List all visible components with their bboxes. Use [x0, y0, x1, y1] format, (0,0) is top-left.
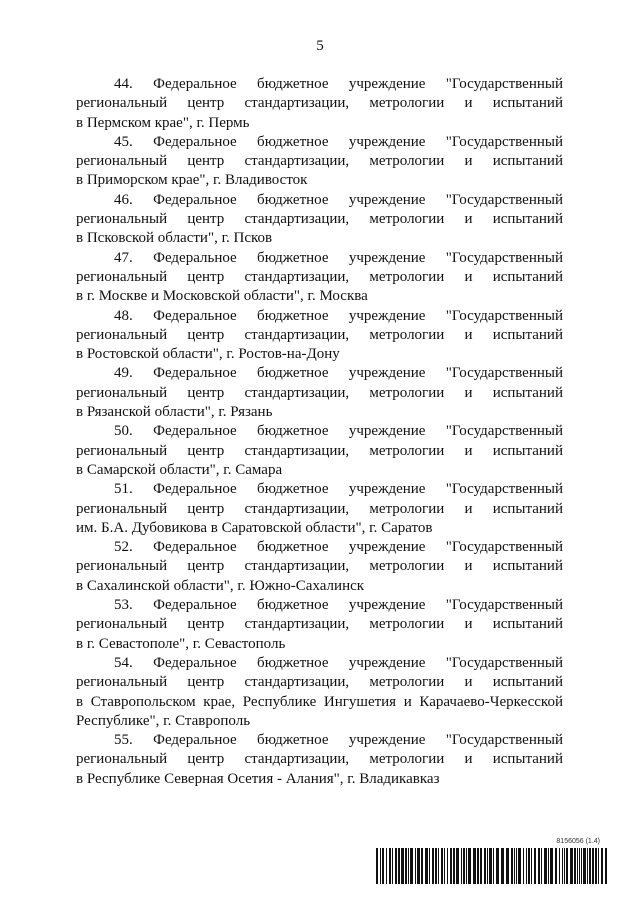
- list-item-heading-line: 52. Федеральное бюджетное учреждение "Государственный: [114, 539, 563, 556]
- list-item: [76, 249, 563, 307]
- list-item: [76, 191, 563, 249]
- barcode-image: [376, 848, 608, 884]
- list-item-line: в Пермском крае", г. Пермь: [76, 114, 250, 131]
- barcode-code: 8156056 (1.4): [556, 838, 600, 845]
- list-item-heading-line: 49. Федеральное бюджетное учреждение "Государственный: [114, 365, 563, 382]
- list-item-line: в Самарской области", г. Самара: [76, 461, 283, 478]
- list-item-line: в Рязанской области", г. Рязань: [76, 404, 273, 421]
- list-item: [76, 422, 563, 480]
- list-item-line: региональный центр стандартизации, метрологии и испытаний: [76, 326, 563, 343]
- list-item-heading-line: 50. Федеральное бюджетное учреждение "Государственный: [114, 423, 563, 440]
- list-item-line: в Сахалинской области", г. Южно-Сахалинск: [76, 577, 365, 594]
- list-item-heading-line: 47. Федеральное бюджетное учреждение "Государственный: [114, 249, 563, 266]
- page-number: 5: [316, 38, 324, 54]
- list-item-heading-line: 44. Федеральное бюджетное учреждение "Государственный: [114, 76, 563, 92]
- list-item-heading-line: 51. Федеральное бюджетное учреждение "Государственный: [114, 481, 563, 498]
- list-item: [76, 75, 563, 133]
- list-item-heading-line: 48. Федеральное бюджетное учреждение "Государственный: [114, 307, 563, 324]
- list-item-line: региональный центр стандартизации, метрологии и испытаний: [76, 442, 563, 459]
- list-item-heading-line: 54. Федеральное бюджетное учреждение "Государственный: [114, 654, 563, 671]
- list-item-line: региональный центр стандартизации, метрологии и испытаний: [76, 211, 563, 228]
- list-item-line: региональный центр стандартизации, метрологии и испытаний: [76, 95, 563, 112]
- list-item: [76, 364, 563, 422]
- list-item-line: в Ставропольском крае, Республике Ингушетия и Карачаево-Черкесской: [76, 693, 563, 710]
- list-item: [76, 731, 563, 789]
- list-item: [76, 654, 563, 731]
- list-item-line: в г. Москве и Московской области", г. Москва: [76, 288, 368, 305]
- list-item-heading-line: 55. Федеральное бюджетное учреждение "Государственный: [114, 732, 563, 749]
- list-item-line: Республике", г. Ставрополь: [76, 712, 251, 729]
- list-item-heading-line: 46. Федеральное бюджетное учреждение "Государственный: [114, 191, 563, 208]
- list-item-line: региональный центр стандартизации, метрологии и испытаний: [76, 500, 563, 517]
- list-item-line: региональный центр стандартизации, метрологии и испытаний: [76, 384, 563, 401]
- list-item-line: региональный центр стандартизации, метрологии и испытаний: [76, 153, 563, 170]
- list-item-line: в Республике Северная Осетия - Алания", г. Владикавказ: [76, 770, 440, 787]
- list-item-heading-line: 53. Федеральное бюджетное учреждение "Государственный: [114, 597, 563, 614]
- list-item-line: в Ростовской области", г. Ростов-на-Дону: [76, 346, 340, 363]
- list-item-line: им. Б.А. Дубовикова в Саратовской области", г. Саратов: [76, 519, 433, 536]
- list-item: [76, 133, 563, 191]
- list-item-heading-line: 45. Федеральное бюджетное учреждение "Государственный: [114, 133, 563, 150]
- list-item: [76, 307, 563, 365]
- list-item-line: региональный центр стандартизации, метрологии и испытаний: [76, 558, 563, 575]
- list-item-line: региональный центр стандартизации, метрологии и испытаний: [76, 268, 563, 285]
- list-item-line: в Псковской области", г. Псков: [76, 230, 273, 247]
- list-item-line: в г. Севастополе", г. Севастополь: [76, 635, 286, 652]
- list-item-line: региональный центр стандартизации, метрологии и испытаний: [76, 674, 563, 691]
- barcode-block: [376, 838, 608, 886]
- list-item-line: в Приморском крае", г. Владивосток: [76, 172, 308, 189]
- list-item: [76, 480, 563, 538]
- list-item: [76, 538, 563, 596]
- list-item: [76, 596, 563, 654]
- document-body: [76, 75, 563, 789]
- list-item-line: региональный центр стандартизации, метрологии и испытаний: [76, 616, 563, 633]
- list-item-line: региональный центр стандартизации, метрологии и испытаний: [76, 751, 563, 768]
